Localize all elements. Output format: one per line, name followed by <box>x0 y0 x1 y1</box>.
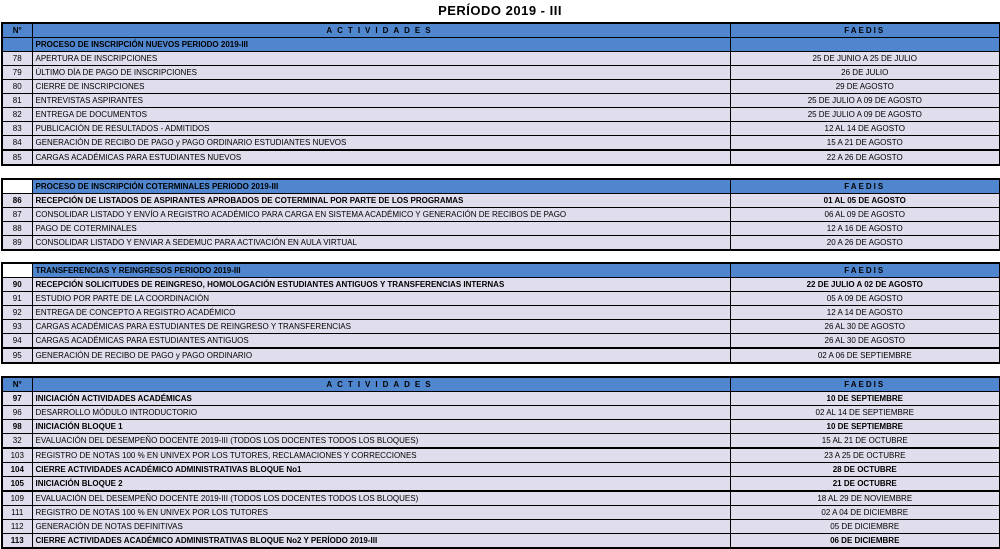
activity-name: RECEPCIÓN SOLICITUDES DE REINGRESO, HOMOLOGACIÓN ESTUDIANTES ANTIGUOS Y TRANSFERENCIAS INTERNAS <box>32 278 730 292</box>
activity-date: 29 DE AGOSTO <box>730 80 1000 94</box>
activity-name: ÚLTIMO DÍA DE PAGO DE INSCRIPCIONES <box>32 66 730 80</box>
activity-name: PAGO DE COTERMINALES <box>32 222 730 236</box>
activity-row <box>2 194 1000 208</box>
section-num-cell <box>2 38 32 52</box>
activity-name: CIERRE ACTIVIDADES ACADÉMICO ADMINISTRATIVAS BLOQUE No2 Y PERÍODO 2019-III <box>32 534 730 549</box>
activity-name: GENERACIÓN DE RECIBO DE PAGO y PAGO ORDINARIO ESTUDIANTES NUEVOS <box>32 136 730 151</box>
table-transferencias-reingresos <box>1 262 1000 364</box>
activity-date: 02 A 04 DE DICIEMBRE <box>730 506 1000 520</box>
activity-number: 79 <box>2 66 32 80</box>
activity-row <box>2 208 1000 222</box>
activity-name: INICIACIÓN BLOQUE 1 <box>32 420 730 434</box>
section-header-row <box>2 38 1000 52</box>
activity-row <box>2 306 1000 320</box>
column-header-row <box>2 23 1000 38</box>
activity-row <box>2 334 1000 349</box>
activity-date: 21 DE OCTUBRE <box>730 477 1000 492</box>
table-inscripcion-coterminales <box>1 178 1000 251</box>
section-header-row <box>2 263 1000 278</box>
activity-row <box>2 406 1000 420</box>
activity-row <box>2 122 1000 136</box>
activity-date: 25 DE JULIO A 09 DE AGOSTO <box>730 94 1000 108</box>
activity-number: 109 <box>2 491 32 506</box>
activity-name: CARGAS ACADÉMICAS PARA ESTUDIANTES ANTIGUOS <box>32 334 730 349</box>
activity-date: 01 AL 05 DE AGOSTO <box>730 194 1000 208</box>
activity-number: 96 <box>2 406 32 420</box>
activity-row <box>2 534 1000 549</box>
num-column-header: N° <box>2 23 32 38</box>
activity-date: 06 DE DICIEMBRE <box>730 534 1000 549</box>
activity-row <box>2 520 1000 534</box>
section-faedis-header <box>730 38 1000 52</box>
section-num-cell <box>2 179 32 194</box>
activity-name: PUBLICACIÓN DE RESULTADOS - ADMITIDOS <box>32 122 730 136</box>
activity-row <box>2 448 1000 463</box>
activity-name: CIERRE ACTIVIDADES ACADÉMICO ADMINISTRATIVAS BLOQUE No1 <box>32 463 730 477</box>
activity-number: 94 <box>2 334 32 349</box>
activity-number: 89 <box>2 236 32 251</box>
activities-column-header: ACTIVIDADES <box>32 377 730 392</box>
column-header-row <box>2 377 1000 392</box>
activity-row <box>2 222 1000 236</box>
activity-name: INICIACIÓN BLOQUE 2 <box>32 477 730 492</box>
activities-column-header: ACTIVIDADES <box>32 23 730 38</box>
activity-date: 25 DE JUNIO A 25 DE JULIO <box>730 52 1000 66</box>
activity-date: 12 A 16 DE AGOSTO <box>730 222 1000 236</box>
activity-number: 90 <box>2 278 32 292</box>
activity-date: 05 A 09 DE AGOSTO <box>730 292 1000 306</box>
activity-row <box>2 420 1000 434</box>
activity-number: 105 <box>2 477 32 492</box>
activity-number: 112 <box>2 520 32 534</box>
activity-name: ESTUDIO POR PARTE DE LA COORDINACIÓN <box>32 292 730 306</box>
activity-date: 12 AL 14 DE AGOSTO <box>730 122 1000 136</box>
activity-name: GENERACIÓN DE RECIBO DE PAGO y PAGO ORDINARIO <box>32 348 730 363</box>
activity-row <box>2 278 1000 292</box>
activity-row <box>2 150 1000 165</box>
activity-row <box>2 80 1000 94</box>
activity-number: 88 <box>2 222 32 236</box>
activity-number: 98 <box>2 420 32 434</box>
activity-name: REGISTRO DE NOTAS 100 % EN UNIVEX POR LOS TUTORES, RECLAMACIONES Y CORRECCIONES <box>32 448 730 463</box>
faedis-column-header: FAEDIS <box>730 23 1000 38</box>
activity-row <box>2 108 1000 122</box>
activity-number: 78 <box>2 52 32 66</box>
activity-name: ENTREVISTAS ASPIRANTES <box>32 94 730 108</box>
activity-name: CARGAS ACADÉMICAS PARA ESTUDIANTES NUEVOS <box>32 150 730 165</box>
activity-name: REGISTRO DE NOTAS 100 % EN UNIVEX POR LOS TUTORES <box>32 506 730 520</box>
activity-number: 95 <box>2 348 32 363</box>
num-column-header: N° <box>2 377 32 392</box>
activity-number: 81 <box>2 94 32 108</box>
activity-name: CIERRE DE INSCRIPCIONES <box>32 80 730 94</box>
section-header-row <box>2 179 1000 194</box>
activity-name: RECEPCIÓN DE LISTADOS DE ASPIRANTES APROBADOS DE COTERMINAL POR PARTE DE LOS PROGRAMAS <box>32 194 730 208</box>
activity-number: 83 <box>2 122 32 136</box>
activity-date: 26 DE JULIO <box>730 66 1000 80</box>
activity-date: 22 DE JULIO A 02 DE AGOSTO <box>730 278 1000 292</box>
activity-row <box>2 434 1000 449</box>
activity-date: 15 AL 21 DE OCTUBRE <box>730 434 1000 449</box>
activity-number: 80 <box>2 80 32 94</box>
activity-name: ENTREGA DE CONCEPTO A REGISTRO ACADÉMICO <box>32 306 730 320</box>
activity-row <box>2 136 1000 151</box>
activity-date: 18 AL 29 DE NOVIEMBRE <box>730 491 1000 506</box>
activity-date: 12 A 14 DE AGOSTO <box>730 306 1000 320</box>
activity-number: 86 <box>2 194 32 208</box>
activity-date: 15 A 21 DE AGOSTO <box>730 136 1000 151</box>
activity-row <box>2 52 1000 66</box>
activity-name: INICIACIÓN ACTIVIDADES ACADÉMICAS <box>32 392 730 406</box>
activity-date: 25 DE JULIO A 09 DE AGOSTO <box>730 108 1000 122</box>
activity-row <box>2 292 1000 306</box>
activity-row <box>2 66 1000 80</box>
activity-date: 28 DE OCTUBRE <box>730 463 1000 477</box>
section-num-cell <box>2 263 32 278</box>
section-faedis-header: FAEDIS <box>730 179 1000 194</box>
section-title: PROCESO DE INSCRIPCIÓN NUEVOS PERIODO 2019-III <box>32 38 730 52</box>
activity-number: 91 <box>2 292 32 306</box>
faedis-column-header: FAEDIS <box>730 377 1000 392</box>
activity-name: APERTURA DE INSCRIPCIONES <box>32 52 730 66</box>
section-faedis-header: FAEDIS <box>730 263 1000 278</box>
table-inscripcion-nuevos <box>1 22 1000 166</box>
section-title: PROCESO DE INSCRIPCIÓN COTERMINALES PERIODO 2019-III <box>32 179 730 194</box>
activity-date: 10 DE SEPTIEMBRE <box>730 420 1000 434</box>
activity-name: ENTREGA DE DOCUMENTOS <box>32 108 730 122</box>
activity-number: 92 <box>2 306 32 320</box>
activity-number: 84 <box>2 136 32 151</box>
page-title: PERÍODO 2019 - III <box>438 3 562 18</box>
activity-date: 23 A 25 DE OCTUBRE <box>730 448 1000 463</box>
activity-row <box>2 506 1000 520</box>
activity-row <box>2 392 1000 406</box>
activity-number: 113 <box>2 534 32 549</box>
activity-name: EVALUACIÓN DEL DESEMPEÑO DOCENTE 2019-III (TODOS LOS DOCENTES TODOS LOS BLOQUES) <box>32 434 730 449</box>
activity-date: 02 AL 14 DE SEPTIEMBRE <box>730 406 1000 420</box>
activity-name: DESARROLLO MÓDULO INTRODUCTORIO <box>32 406 730 420</box>
activity-date: 10 DE SEPTIEMBRE <box>730 392 1000 406</box>
activity-row <box>2 491 1000 506</box>
activity-row <box>2 477 1000 492</box>
activity-date: 26 AL 30 DE AGOSTO <box>730 320 1000 334</box>
table-actividades-academicas <box>1 376 1000 549</box>
activity-number: 104 <box>2 463 32 477</box>
activity-number: 103 <box>2 448 32 463</box>
activity-number: 85 <box>2 150 32 165</box>
activity-name: CONSOLIDAR LISTADO Y ENVIAR A SEDEMUC PARA ACTIVACIÓN EN AULA VIRTUAL <box>32 236 730 251</box>
activity-date: 26 AL 30 DE AGOSTO <box>730 334 1000 349</box>
activity-date: 20 A 26 DE AGOSTO <box>730 236 1000 251</box>
activity-row <box>2 320 1000 334</box>
activity-date: 02 A 06 DE SEPTIEMBRE <box>730 348 1000 363</box>
activity-date: 22 A 26 DE AGOSTO <box>730 150 1000 165</box>
activity-name: EVALUACIÓN DEL DESEMPEÑO DOCENTE 2019-III (TODOS LOS DOCENTES TODOS LOS BLOQUES) <box>32 491 730 506</box>
activity-number: 87 <box>2 208 32 222</box>
activity-name: GENERACIÓN DE NOTAS DEFINITIVAS <box>32 520 730 534</box>
activity-number: 111 <box>2 506 32 520</box>
activity-number: 32 <box>2 434 32 449</box>
activity-date: 05 DE DICIEMBRE <box>730 520 1000 534</box>
activity-row <box>2 348 1000 363</box>
activity-row <box>2 94 1000 108</box>
activity-number: 82 <box>2 108 32 122</box>
activity-date: 06 AL 09 DE AGOSTO <box>730 208 1000 222</box>
activity-name: CONSOLIDAR LISTADO Y ENVÍO A REGISTRO ACADÉMICO PARA CARGA EN SISTEMA ACADÉMICO Y GENERACIÓN DE RECIBOS DE PAGO <box>32 208 730 222</box>
section-title: TRANSFERENCIAS Y REINGRESOS PERIODO 2019-III <box>32 263 730 278</box>
activity-number: 97 <box>2 392 32 406</box>
activity-row <box>2 463 1000 477</box>
activity-row <box>2 236 1000 251</box>
activity-name: CARGAS ACADÉMICAS PARA ESTUDIANTES DE REINGRESO Y TRANSFERENCIAS <box>32 320 730 334</box>
activity-number: 93 <box>2 320 32 334</box>
